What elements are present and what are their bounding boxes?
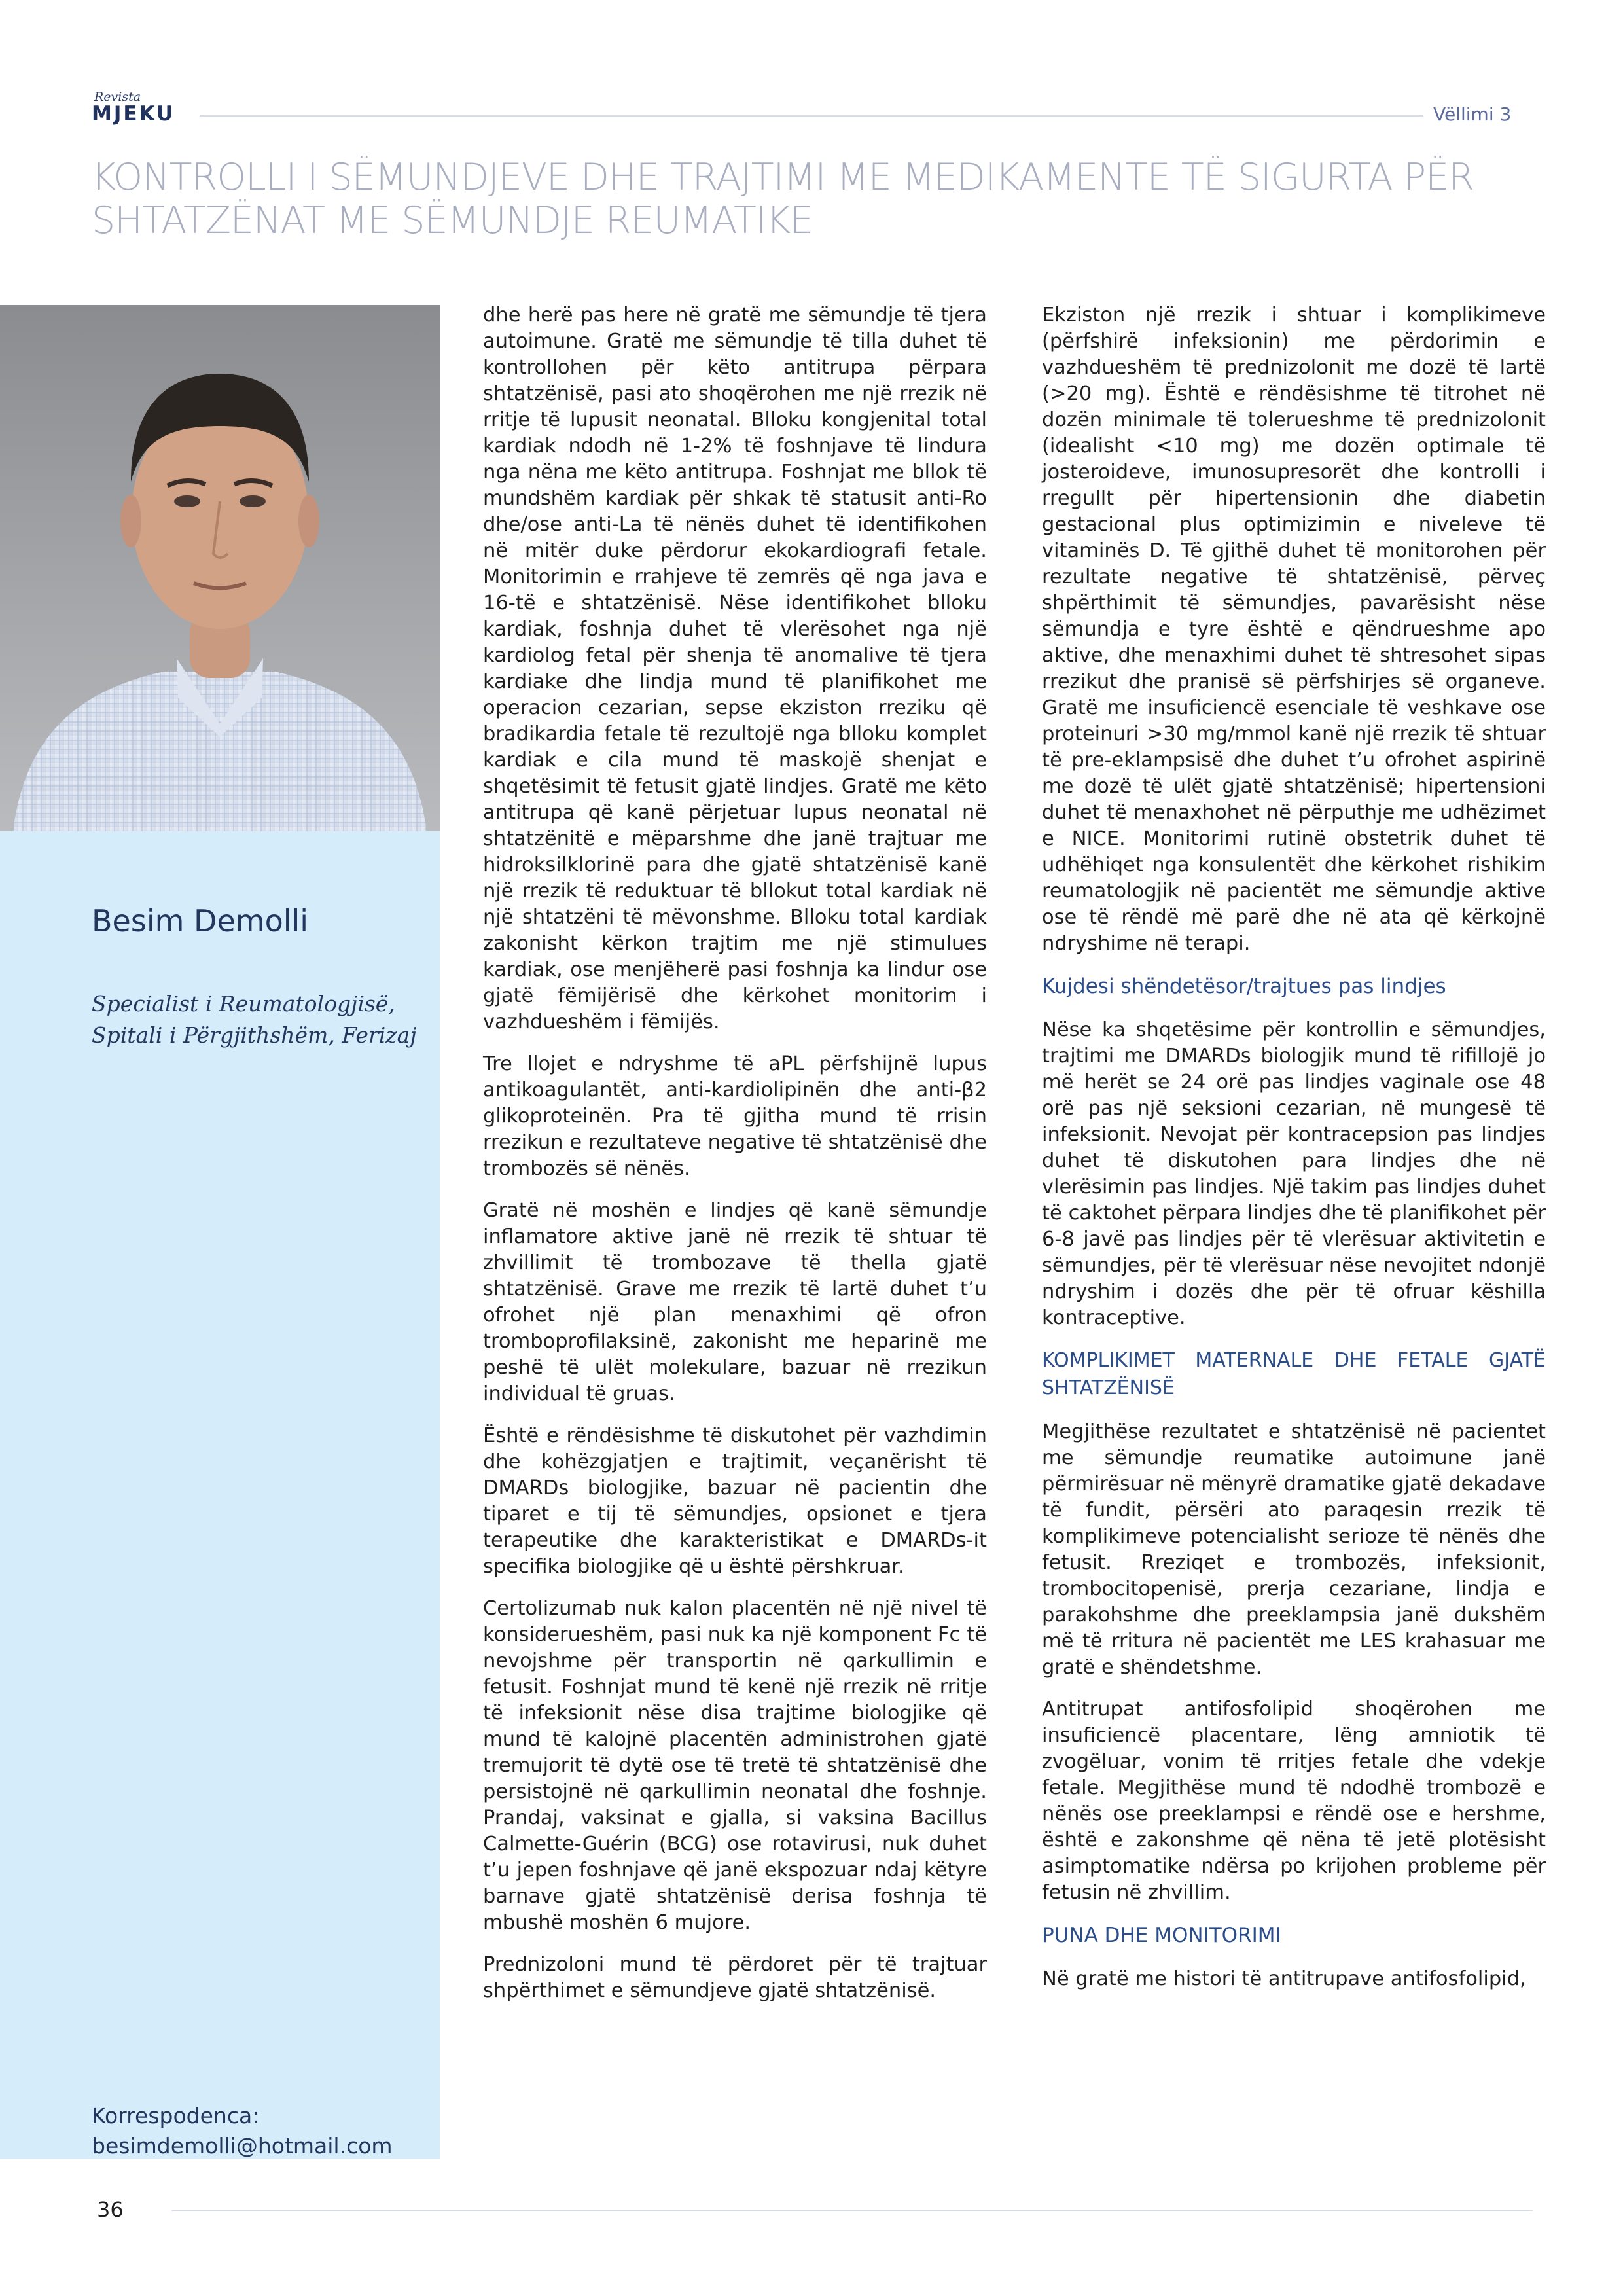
paragraph: Është e rëndësishme të diskutohet për vazhdimin dhe kohëzgjatjen e trajtimit, veçanërisht të DMARDs biologjike, bazuar në pacientin dhe tiparet e tij të sëmundjes, opsionet e tjera terapeutike dhe karakteristikat e DMARDs-it specifika biologjike që u është përshkruar. bbox=[483, 1424, 987, 1578]
article-title: KONTROLLI I SËMUNDJEVE DHE TRAJTIMI ME MEDIKAMENTE TË SIGURTA PËR SHTATZËNAT ME SËMUNDJE REUMATIKE bbox=[92, 156, 1474, 242]
paragraph: Gratë në moshën e lindjes që kanë sëmundje inflamatore aktive janë në rrezik të shtuar të zhvillimit të trombozave të thella gjatë shtatzënisë. Grave me rrezik të lartë duhet t’u ofrohet një plan menaxhimi që ofron tromboprofilaksinë, zakonisht me heparinë me peshë të ulët molekulare, bazuar në rrezikun individual të gruas. bbox=[483, 1199, 987, 1405]
article-column-right bbox=[1042, 302, 1546, 2008]
section-heading-postpartum: Kujdesi shëndetësor/trajtues pas lindjes bbox=[1042, 975, 1446, 998]
journal-logo: MJEKU bbox=[92, 102, 175, 126]
author-name: Besim Demolli bbox=[92, 903, 309, 939]
footer-divider bbox=[171, 2210, 1533, 2211]
paragraph: Certolizumab nuk kalon placentën në një nivel të konsiderueshëm, pasi nuk ka një komponent Fc të nevojshme për transportin në qarkullimin e fetusit. Foshnjat mund të kenë një rrezik në rritje të infeksionit nëse disa trajtime biologjike që mund të kalojnë placentën administrohen gjatë tremujorit të dytë ose të tretë të shtatzënisë dhe persistojnë në qarkullimin neonatal dhe foshnje. Prandaj, vaksinat e gjalla, si vaksina Bacillus Calmette-Guérin (BCG) ose rotavirusi, nuk duhet t’u jepen foshnjave që janë ekspozuar ndaj këtyre barnave gjatë shtatzënisë derisa foshnja të mbushë moshën 6 mujore. bbox=[483, 1597, 987, 1934]
author-photo bbox=[0, 305, 440, 831]
section-heading-labor: PUNA DHE MONITORIMI bbox=[1042, 1924, 1281, 1947]
paragraph: dhe herë pas here në gratë me sëmundje të tjera autoimune. Gratë me sëmundje të tilla duhet të kontrollohen për këto antitrupa përpara shtatzënisë, pasi ato shoqërohen me një rrezik në rritje të lupusit neonatal. Blloku kongjenital total kardiak ndodh në 1-2% të foshnjave të lindura nga nëna me këto antitrupa. Foshnjat me bllok të mundshëm kardiak për shkak të statusit anti-Ro dhe/ose anti-La të nënës duhet të identifikohen në mitër duke përdorur ekokardiografi fetale. Monitorimin e rrahjeve të zemrës që nga java e 16-të e shtatzënisë. Nëse identifikohet blloku kardiak, foshnja duhet të vlerësohet nga një kardiolog fetal për shenja të anomalive të tjera kardiake dhe lindja mund të planifikohet me operacion cezarian, sepse ekziston rreziku që bradikardia fetale të rezultojë nga blloku komplet kardiak e cila mund të maskojë shenjat e shqetësimit të fetusit gjatë lindjes. Gratë me këto antitrupa që kanë përjetuar lupus neonatal në shtatzënitë e mëparshme dhe janë trajtuar me hidroksilklorinë para dhe gjatë shtatzënisë kanë një rrezik të reduktuar të bllokut total kardiak në një shtatzëni të mëvonshme. Blloku total kardiak zakonisht kërkon trajtim me një stimulues kardiak, ose menjëherë pasi foshnja ka lindur ose gjatë fëmijërisë dhe kërkohet monitorim i vazhdueshëm i fëmijës. bbox=[483, 304, 987, 1033]
paragraph: Në gratë me histori të antitrupave antifosfolipid, bbox=[1042, 1967, 1526, 1990]
author-hospital-line: Spitali i Përgjithshëm, Ferizaj bbox=[92, 1022, 417, 1048]
paragraph: Antitrupat antifosfolipid shoqërohen me insuficiencë placentare, lëng amniotik të zvogëluar, vonim të rritjes fetale dhe vdekje fetale. Megjithëse mund të ndodhë trombozë e nënës ose preeklampsi e rëndë ose e hershme, është e zakonshme që nëna të jetë plotësisht asimptomatike ndërsa po krijohen probleme për fetusin në zhvillim. bbox=[1042, 1698, 1546, 1904]
volume-label: Vëllimi 3 bbox=[1433, 103, 1512, 125]
correspondence-label: Korrespodenca: bbox=[92, 2103, 260, 2128]
logo-small-text: Revista bbox=[94, 90, 141, 104]
paragraph: Tre llojet e ndryshme të aPL përfshijnë lupus antikoagulantët, anti-kardiolipinën dhe anti-β2 glikoproteinën. Pra të gjitha mund të rrisin rrezikun e rezultateve negative të shtatzënisë dhe trombozës së nënës. bbox=[483, 1052, 987, 1180]
page-number: 36 bbox=[97, 2197, 124, 2222]
paragraph: Prednizoloni mund të përdoret për të trajtuar shpërthimet e sëmundjeve gjatë shtatzënisë. bbox=[483, 1953, 987, 2002]
author-email-link[interactable]: besimdemolli@hotmail.com bbox=[92, 2133, 393, 2159]
correspondence-block bbox=[92, 2101, 393, 2161]
article-column-middle bbox=[483, 302, 987, 2020]
paragraph: Nëse ka shqetësime për kontrollin e sëmundjes, trajtimi me DMARDs biologjik mund të rifillojë jo më herët se 24 orë pas lindjes vaginale ose 48 orë pas një seksioni cezarian, në mungesë të infeksionit. Nevojat për kontracepsion pas lindjes duhet të diskutohen para lindjes dhe në vlerësimin pas lindjes. Një takim pas lindjes duhet të caktohet përpara lindjes dhe të planifikohet për 6-8 javë pas lindjes për të vlerësuar aktivitetin e sëmundjes, për të vlerësuar nëse nevojitet ndonjë ndryshim i dozës dhe për të ofruar këshilla kontraceptive. bbox=[1042, 1018, 1546, 1329]
paragraph: Megjithëse rezultatet e shtatzënisë në pacientet me sëmundje reumatike autoimune janë përmirësuar në mënyrë dramatike gjatë dekadave të fundit, përsëri ato paraqesin rrezik të komplikimeve potencialisht serioze të nënës dhe fetusit. Rreziqet e trombozës, infeksionit, trombocitopenisë, prerja cezariane, lindja e parakohshme dhe preeklampsia janë dukshëm më të rritura në pacientët me LES krahasuar me gratë e shëndetshme. bbox=[1042, 1420, 1546, 1679]
header-divider bbox=[200, 115, 1423, 117]
author-title-line: Specialist i Reumatologjisë, bbox=[92, 991, 395, 1016]
section-heading-complications: KOMPLIKIMET MATERNALE DHE FETALE GJATË SHTATZËNISË bbox=[1042, 1349, 1546, 1399]
author-affiliation bbox=[92, 988, 432, 1051]
paragraph: Ekziston një rrezik i shtuar i komplikimeve (përfshirë infeksionin) me përdorimin e vazhdueshëm të prednizolonit me dozë të lartë (>20 mg). Është e rëndësishme të titrohet në dozën minimale të tolerueshme të prednizolonit (idealisht <10 mg) me dozën optimale të josteroideve, imunosupresorët dhe kontrolli i rregullt për hipertensionin dhe diabetin gestacional plus optimizimin e niveleve të vitaminës D. Të gjithë duhet të monitorohen për rezultate negative të shtatzënisë, përveç shpërthimit të sëmundjes, pavarësisht nëse sëmundja e tyre është e qëndrueshme apo aktive, dhe menaxhimi duhet të shtresohet sipas rrezikut dhe pranisë së përfshirjes së organeve. Gratë me insuficiencë esenciale të veshkave ose proteinuri >30 mg/mmol kanë një rrezik të shtuar të pre-eklampsisë dhe duhet t’u ofrohet aspirinë me dozë të ulët gjatë shtatzënisë; hipertensioni duhet të menaxhohet në përputhje me udhëzimet e NICE. Monitorimi rutinë obstetrik duhet të udhëhiqet nga konsulentët dhe kërkohet rishikim reumatologjik në pacientët me sëmundje aktive ose të rëndë më parë dhe në ata që kërkojnë ndryshime në terapi. bbox=[1042, 304, 1546, 955]
